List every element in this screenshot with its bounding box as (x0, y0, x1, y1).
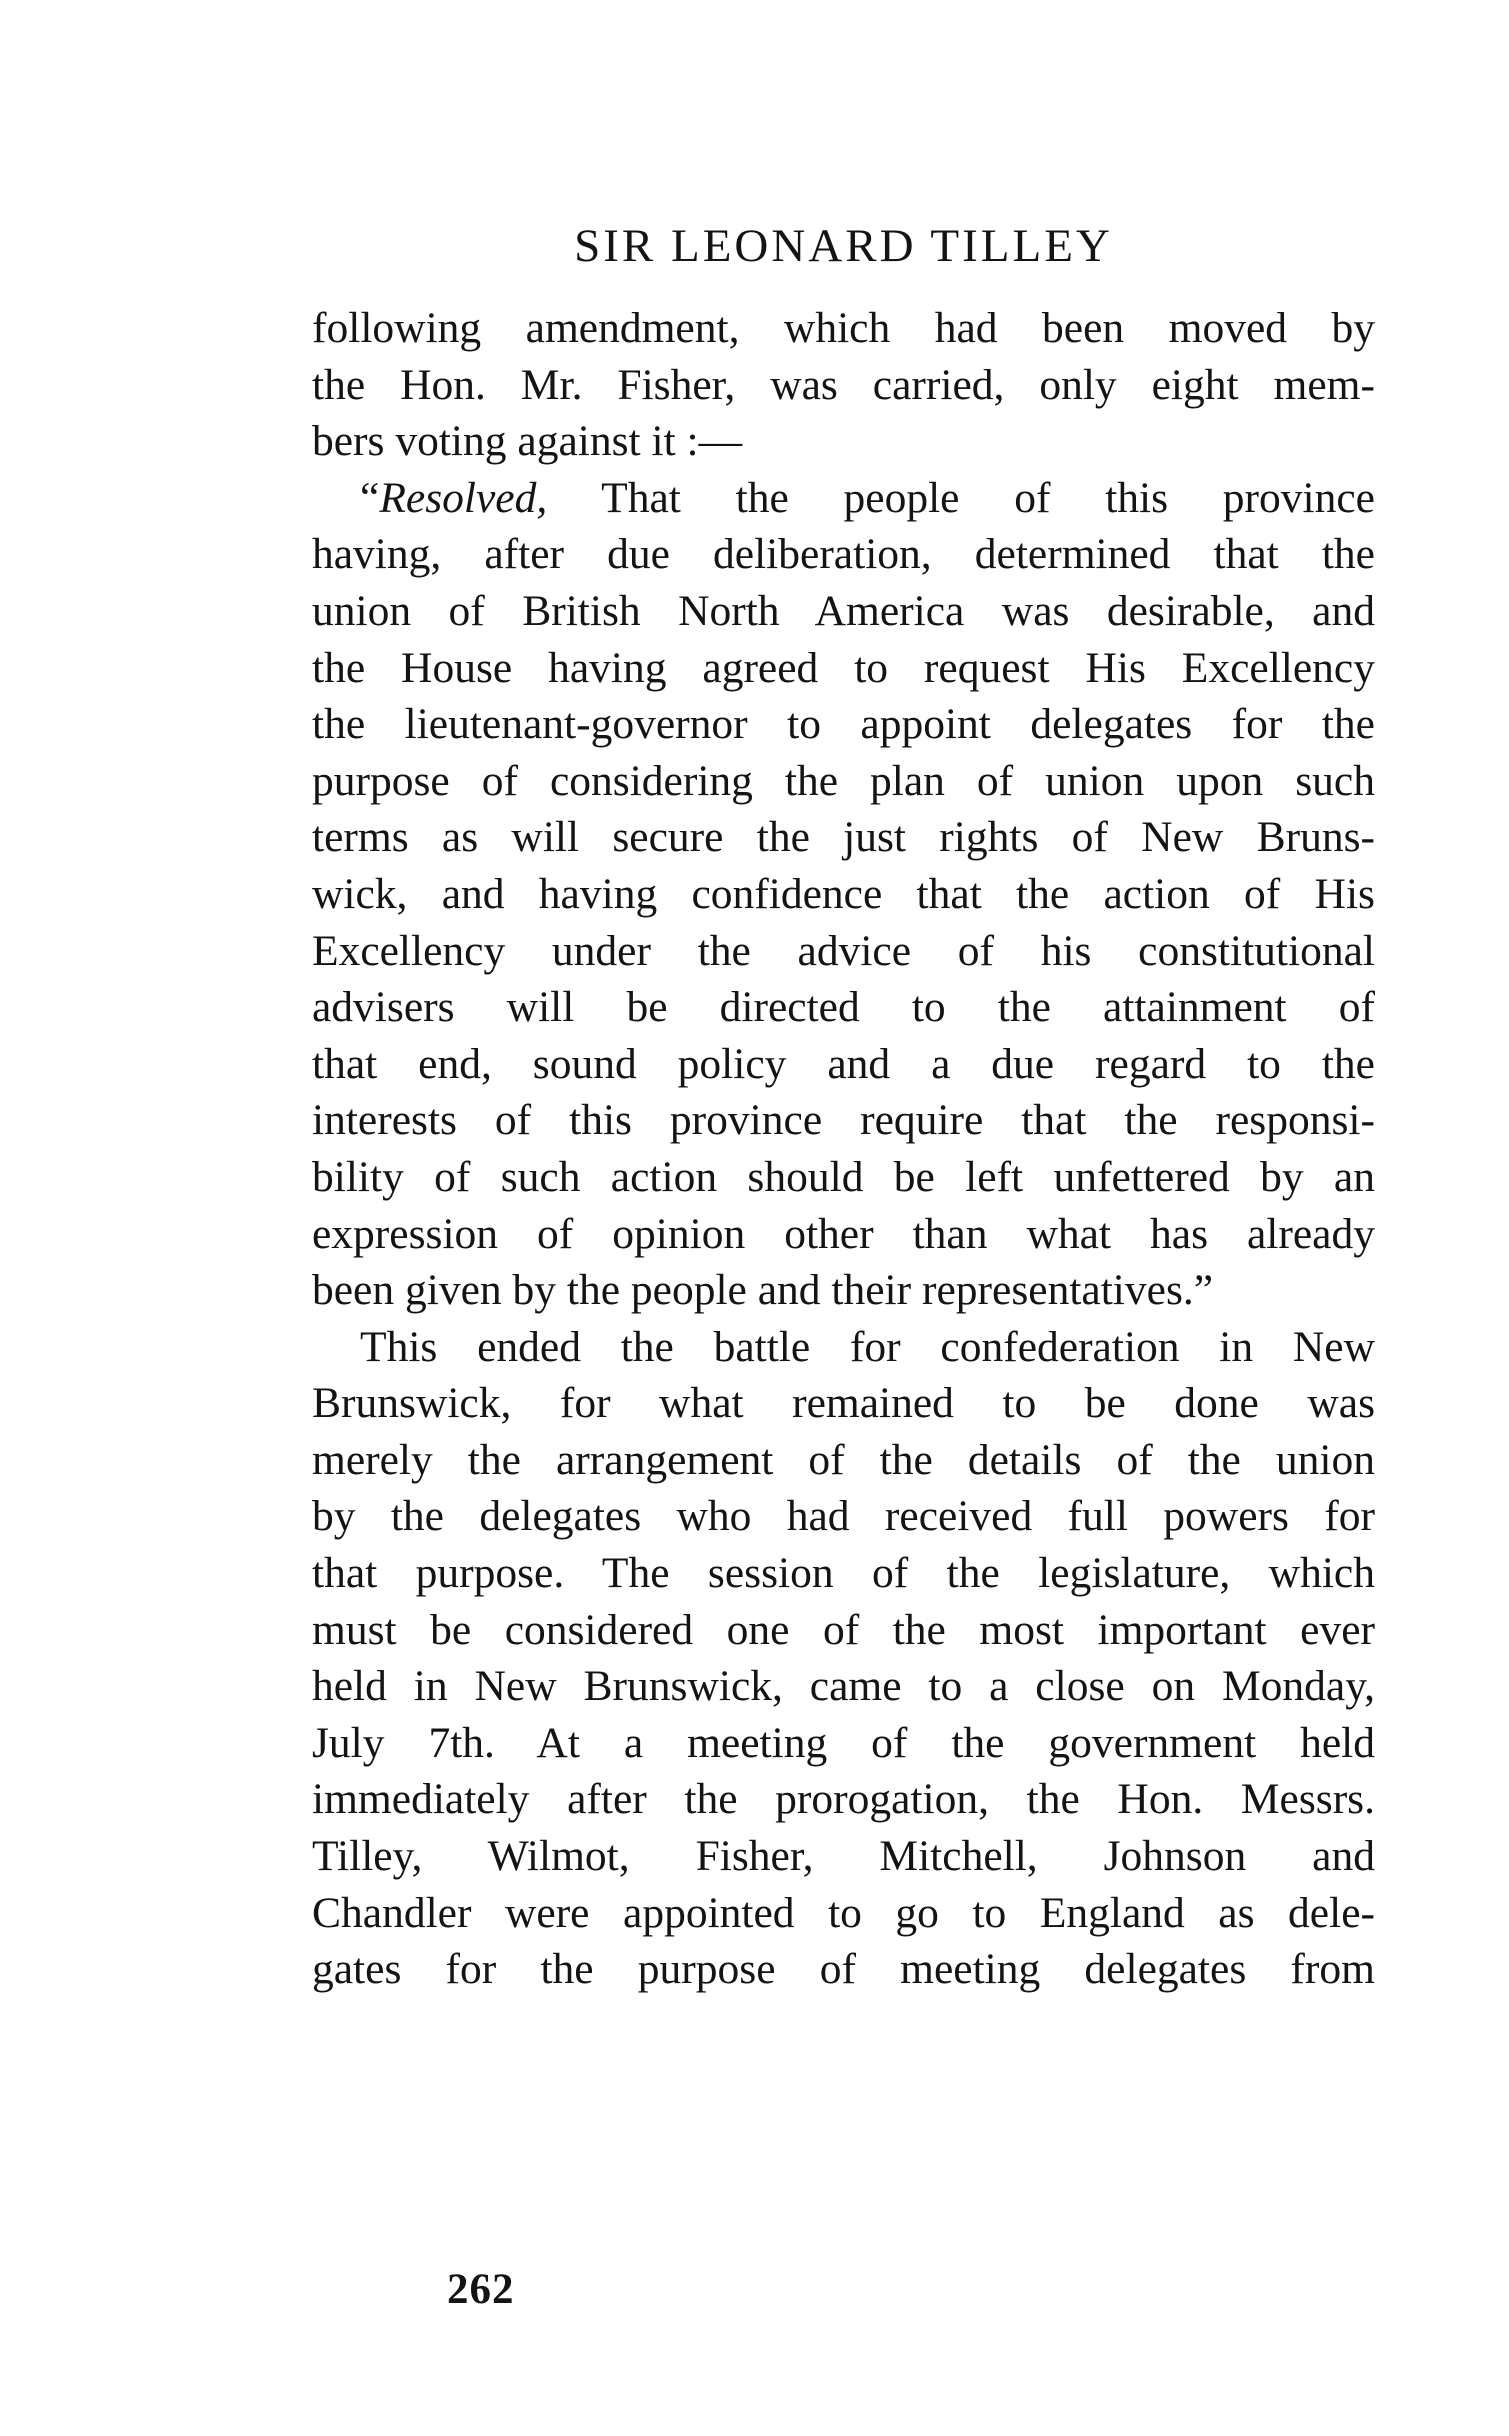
text-line: purpose of considering the plan of union upon such (312, 756, 1375, 805)
text-line: that end, sound policy and a due regard to the (312, 1039, 1375, 1088)
text-line: having, after due deliberation, determined that the (312, 530, 1375, 579)
resolution-first-line (312, 470, 1375, 527)
running-head: SIR LEONARD TILLEY (574, 220, 1113, 272)
body-text (312, 300, 1375, 1998)
text-line: that purpose. The session of the legislature, which (312, 1549, 1375, 1598)
text-line: Tilley, Wilmot, Fisher, Mitchell, Johnson and (312, 1832, 1375, 1881)
resolved-word: Resolved, (379, 473, 548, 522)
open-quote: “ (360, 473, 380, 522)
text-line: been given by the people and their representatives.” (312, 1266, 1214, 1315)
text-line: merely the arrangement of the details of the union (312, 1435, 1375, 1484)
resolution-line-text: That the people of this province (601, 473, 1375, 522)
text-line: the lieutenant-governor to appoint delegates for the (312, 700, 1375, 749)
text-line: Excellency under the advice of his constitutional (312, 926, 1375, 975)
text-line: wick, and having confidence that the action of His (312, 869, 1375, 918)
text-line: July 7th. At a meeting of the government held (312, 1718, 1375, 1767)
text-line: interests of this province require that the responsi- (312, 1096, 1375, 1145)
text-line: held in New Brunswick, came to a close on Monday, (312, 1662, 1375, 1711)
text-line: bers voting against it :— (312, 417, 743, 466)
text-line: by the delegates who had received full powers for (312, 1492, 1375, 1541)
text-line: the Hon. Mr. Fisher, was carried, only eight mem- (312, 360, 1375, 409)
text-line: gates for the purpose of meeting delegates from (312, 1945, 1375, 1994)
paragraph-first-line: This ended the battle for confederation in New (360, 1322, 1375, 1371)
text-line: must be considered one of the most important ever (312, 1605, 1375, 1654)
text-line: the House having agreed to request His Excellency (312, 643, 1375, 692)
text-line: following amendment, which had been moved by (312, 304, 1375, 352)
text-line: Chandler were appointed to go to England as dele- (312, 1888, 1375, 1937)
text-line: expression of opinion other than what has already (312, 1209, 1375, 1258)
text-line: Brunswick, for what remained to be done was (312, 1379, 1375, 1428)
text-line: terms as will secure the just rights of New Bruns- (312, 813, 1375, 862)
page-number: 262 (447, 2266, 515, 2313)
text-line: bility of such action should be left unfettered by an (312, 1152, 1375, 1201)
text-line: union of British North America was desirable, and (312, 586, 1375, 635)
text-line: immediately after the prorogation, the Hon. Messrs. (312, 1775, 1375, 1824)
text-line: advisers will be directed to the attainment of (312, 983, 1375, 1032)
